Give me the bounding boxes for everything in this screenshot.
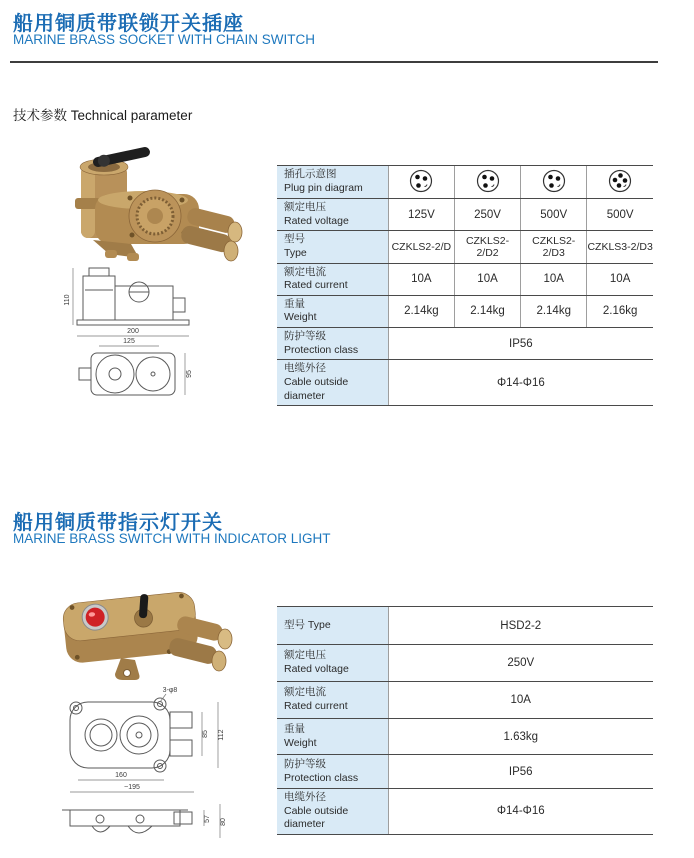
row-label-protection [277, 328, 388, 360]
cable-entries [180, 206, 242, 261]
row-label-weight [277, 719, 388, 755]
cable-value: Φ14-Φ16 [388, 360, 653, 406]
label-zh: 额定电压 [284, 649, 326, 662]
row-label-type [277, 607, 388, 645]
tech-parameter-heading: 技术参数 Technical parameter [13, 108, 193, 123]
label-zh: 额定电流 [284, 265, 326, 278]
row-type [277, 231, 653, 263]
row-cable-diameter [277, 360, 653, 406]
weight-value: 2.14kg [388, 295, 454, 327]
row-label-cable [277, 360, 388, 406]
dim-inner-height: 85 [202, 730, 209, 738]
protection-value: IP56 [388, 328, 653, 360]
label-zh: 防护等级 [284, 757, 326, 770]
row-label-weight [277, 295, 388, 327]
voltage-value: 250V [454, 199, 520, 231]
current-value: 10A [521, 263, 587, 295]
current-value: 10A [388, 682, 653, 719]
type-value: HSD2-2 [388, 607, 653, 645]
label-en: Protection class [284, 771, 359, 784]
plug-4pin-icon [607, 168, 633, 194]
label-zh: 电缆外径 [284, 362, 326, 375]
dim-side-height: 110 [64, 294, 71, 306]
row-label-cable [277, 789, 388, 835]
row-rated-voltage [277, 645, 653, 682]
voltage-value: 250V [388, 645, 653, 682]
weight-value: 1.63kg [388, 719, 653, 755]
row-label-rated-voltage [277, 645, 388, 682]
divider-line [10, 61, 658, 63]
dim-outer-height: 112 [218, 729, 225, 741]
dim-top-height: 95 [186, 370, 193, 378]
label-en: Weight [284, 311, 317, 324]
voltage-value: 125V [388, 199, 454, 231]
label-zh: 额定电压 [284, 201, 326, 213]
label-zh: 电缆外径 [284, 791, 326, 803]
cable-value: Φ14-Φ16 [388, 789, 653, 835]
row-label-rated-voltage [277, 199, 388, 231]
label-zh: 型号 [284, 233, 305, 246]
label-en: Rated voltage [284, 214, 349, 227]
type-value: CZKLS2-2/D2 [454, 231, 520, 263]
voltage-value: 500V [521, 199, 587, 231]
section1-title-en: MARINE BRASS SOCKET WITH CHAIN SWITCH [13, 32, 316, 47]
weight-value: 2.14kg [454, 295, 520, 327]
label-zh: 防护等级 [284, 330, 326, 343]
row-label-rated-current [277, 682, 388, 719]
technical-drawing-socket [55, 256, 210, 406]
label-en: Cable outside diameter [284, 804, 349, 831]
label-zh: 额定电流 [284, 686, 326, 699]
current-value: 10A [587, 263, 653, 295]
row-rated-current [277, 682, 653, 719]
row-protection-class [277, 328, 653, 360]
spec-table-socket [277, 165, 653, 406]
label-en: Rated current [284, 279, 348, 292]
row-label-protection [277, 755, 388, 789]
label-en: Plug pin diagram [284, 182, 363, 194]
product-photo-socket-chain-switch [35, 140, 265, 262]
row-protection-class [277, 755, 653, 789]
dim-width: 160 [115, 772, 127, 779]
product-photo-switch-indicator [35, 562, 255, 684]
label: 型号 Type [284, 618, 331, 631]
type-value: CZKLS2-2/D [388, 231, 454, 263]
section1-title-zh: 船用铜质带联锁开关插座 [13, 13, 244, 35]
label-en: Weight [284, 736, 317, 749]
row-type [277, 607, 653, 645]
row-plug-pin-diagram [277, 166, 653, 199]
label-zh: 重量 [284, 297, 305, 310]
row-weight [277, 719, 653, 755]
current-value: 10A [388, 263, 454, 295]
plug-3pin-icon [408, 168, 434, 194]
row-weight [277, 295, 653, 327]
plug-3pin-icon [541, 168, 567, 194]
row-label-plug-pin [277, 166, 388, 199]
label-zh: 重量 [284, 722, 305, 735]
label-en: Cable outside diameter [284, 376, 349, 402]
dim-side-width: 200 [127, 328, 139, 335]
row-cable-diameter [277, 789, 653, 835]
current-value: 10A [454, 263, 520, 295]
section2-title-zh: 船用铜质带指示灯开关 [13, 512, 223, 534]
weight-value: 2.14kg [521, 295, 587, 327]
type-value: CZKLS3-2/D3 [587, 231, 653, 263]
section2-title-en: MARINE BRASS SWITCH WITH INDICATOR LIGHT [13, 531, 331, 546]
label-en: Type [284, 246, 307, 259]
dim-side-h2: 80 [220, 818, 227, 826]
label-en: Protection class [284, 343, 359, 356]
dim-holes: 3-φ8 [162, 687, 178, 694]
dim-side-h1: 57 [204, 815, 211, 823]
type-value: CZKLS2-2/D3 [521, 231, 587, 263]
row-rated-voltage [277, 199, 653, 231]
row-label-rated-current [277, 263, 388, 295]
row-label-type [277, 231, 388, 263]
spec-table-switch [277, 606, 653, 835]
label-zh: 插孔示意图 [284, 168, 337, 181]
plug-3pin-icon [475, 168, 501, 194]
label-en: Rated current [284, 700, 348, 712]
protection-value: IP56 [388, 755, 653, 789]
row-rated-current [277, 263, 653, 295]
dim-top-width: 125 [123, 338, 135, 345]
voltage-value: 500V [587, 199, 653, 231]
dim-overall-width: ~195 [124, 784, 140, 791]
technical-drawing-switch [48, 682, 238, 852]
label-en: Rated voltage [284, 663, 349, 675]
weight-value: 2.16kg [587, 295, 653, 327]
